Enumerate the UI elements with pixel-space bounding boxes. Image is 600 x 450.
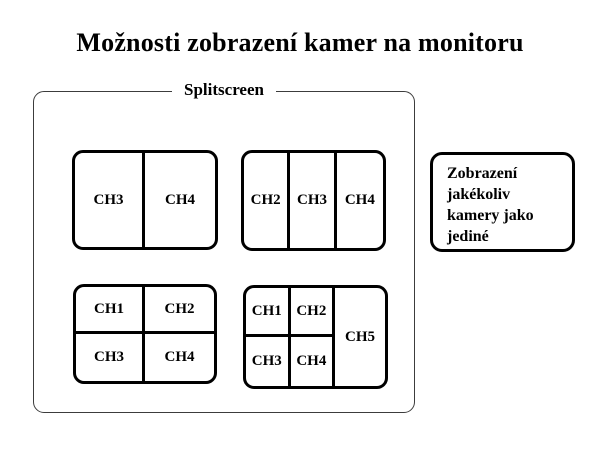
monitor-two-split	[72, 150, 218, 250]
page-title: Možnosti zobrazení kamer na monitoru	[76, 28, 524, 57]
splitscreen-group-label-text: Splitscreen	[172, 80, 276, 100]
channel-cell: CH2	[291, 288, 336, 337]
channel-cell: CH5	[345, 328, 376, 345]
channel-cell: CH3	[246, 337, 291, 386]
monitor-three-split	[241, 150, 386, 251]
single-camera-view-box	[430, 152, 575, 252]
channel-cell: CH3	[290, 153, 336, 248]
channel-cell: CH4	[344, 192, 375, 208]
channel-cell: CH1	[76, 287, 145, 334]
channel-cell: CH3	[75, 153, 145, 247]
monitor-four-split	[73, 284, 217, 384]
channel-cell: CH1	[246, 288, 291, 337]
single-camera-view-text: Zobrazení jakékoliv kamery jako jediné	[447, 165, 534, 246]
channel-cell: CH4	[291, 337, 336, 386]
splitscreen-group-label	[34, 80, 414, 100]
channel-cell: CH4	[164, 349, 195, 365]
channel-cell: CH4	[165, 191, 195, 208]
monitor-five-split	[243, 285, 388, 389]
channel-cell: CH2	[244, 153, 290, 248]
channel-cell: CH2	[145, 287, 214, 334]
splitscreen-group-box	[33, 80, 415, 413]
channel-cell: CH3	[76, 334, 145, 381]
